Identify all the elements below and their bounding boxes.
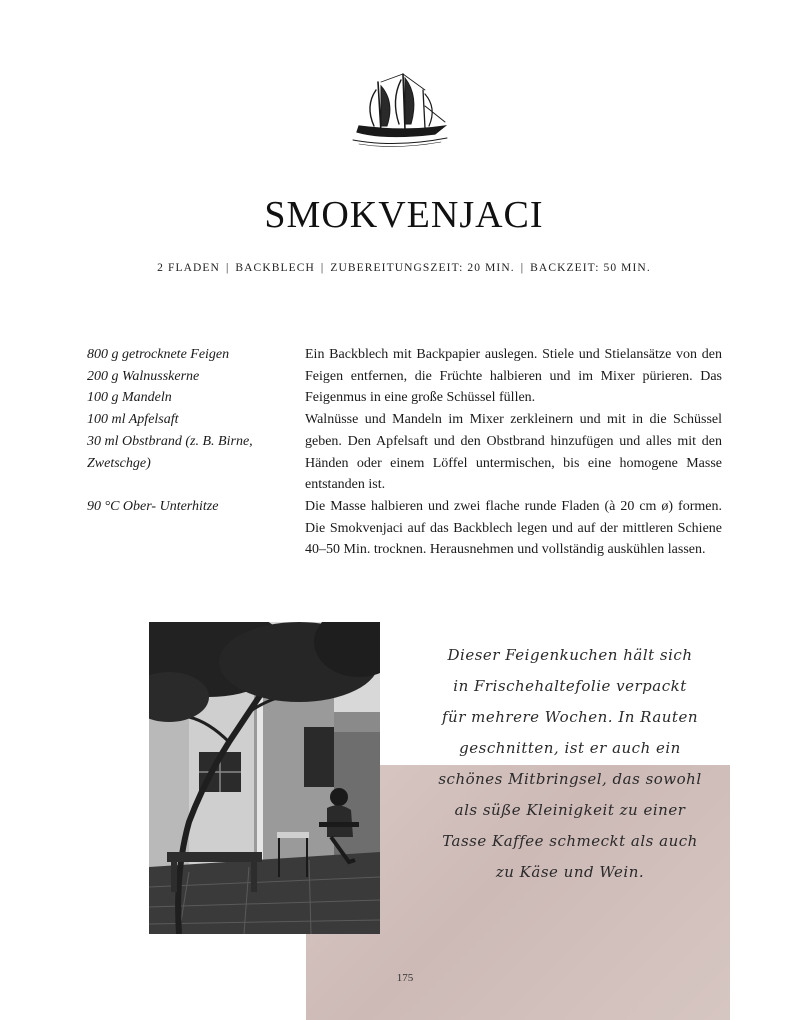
instruction-paragraph: Die Masse halbieren und zwei flache runde Fladen (à 20 cm ø) formen. Die Smokvenjaci auf das Backblech legen und auf der mittleren Schiene 40–50 Min. trocknen. Herausnehmen und vollständig auskühlen lassen.	[305, 498, 722, 558]
recipe-title: SMOKVENJACI	[264, 194, 544, 236]
oven-setting: 90 °C Ober- Unterhitze	[87, 498, 219, 514]
ingredient-item: 100 ml Apfelsaft	[87, 412, 179, 428]
note-line: Tasse Kaffee schmeckt als auch	[442, 832, 698, 850]
instruction-paragraph: Ein Backblech mit Backpapier auslegen. Stiele und Stielansätze von den Feigen entfernen, die Früchte halbieren und im Mixer pürieren. Das Feigenmus in eine große Schüssel füllen.	[305, 347, 722, 406]
note-line: für mehrere Wochen. In Rauten	[441, 708, 698, 726]
sailing-ship-icon	[345, 40, 455, 150]
meta-equipment: BACKBLECH	[235, 262, 315, 274]
ingredients-list	[87, 344, 287, 518]
handwritten-note	[400, 640, 740, 888]
ingredient-spacer	[87, 474, 287, 496]
ingredient-item: 800 g getrocknete Feigen	[87, 347, 230, 362]
meta-separator: |	[225, 262, 230, 274]
note-line: in Frischehaltefolie verpackt	[453, 677, 687, 695]
courtyard-photo	[149, 622, 380, 934]
page-number: 175	[396, 972, 414, 984]
meta-prep-time: ZUBEREITUNGSZEIT: 20 MIN.	[330, 262, 515, 274]
ingredient-item: 30 ml Obstbrand (z. B. Birne,	[87, 433, 253, 449]
note-line: zu Käse und Wein.	[495, 863, 645, 881]
meta-separator: |	[320, 262, 325, 274]
note-line: geschnitten, ist er auch ein	[459, 739, 681, 757]
note-line: als süße Kleinigkeit zu einer	[454, 801, 686, 819]
meta-bake-time: BACKZEIT: 50 MIN.	[530, 262, 651, 274]
ingredient-item: 200 g Walnusskerne	[87, 368, 200, 384]
instruction-paragraph: Walnüsse und Mandeln im Mixer zerkleinern und mit in die Schüssel geben. Den Apfelsaft und den Obstbrand hinzufügen und alles mit den Händen oder einem Löffel untermischen, bis eine homogene Masse entstanden ist.	[305, 412, 722, 493]
ingredient-item: 100 g Mandeln	[87, 390, 172, 406]
ingredient-item: Zwetschge)	[87, 455, 151, 471]
meta-yield: 2 FLADEN	[157, 262, 220, 274]
note-line: Dieser Feigenkuchen hält sich	[447, 646, 693, 664]
instructions	[305, 344, 722, 561]
recipe-meta	[0, 262, 808, 274]
meta-separator: |	[520, 262, 525, 274]
note-line: schönes Mitbringsel, das sowohl	[438, 770, 702, 788]
